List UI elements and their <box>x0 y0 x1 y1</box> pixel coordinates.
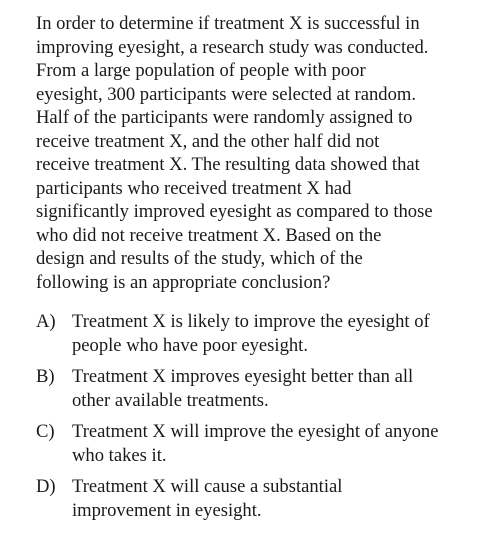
question-line: improving eyesight, a research study was conducted. <box>36 36 429 58</box>
choice-letter: B) <box>36 366 55 387</box>
question-line: following is an appropriate conclusion? <box>36 271 331 293</box>
choice-text <box>72 420 486 467</box>
choice-line: Treatment X improves eyesight better than all <box>72 366 414 387</box>
choice-line: Treatment X will improve the eyesight of anyone <box>72 421 439 442</box>
question-line: receive treatment X, and the other half did not <box>36 130 380 152</box>
choice-line: Treatment X is likely to improve the eyesight of <box>72 311 430 332</box>
answer-choices <box>36 310 486 530</box>
choice-b[interactable] <box>36 365 486 412</box>
choice-a[interactable] <box>36 310 486 357</box>
question-line: In order to determine if treatment X is successful in <box>36 13 420 34</box>
choice-c[interactable] <box>36 420 486 467</box>
choice-line: who takes it. <box>72 444 167 466</box>
choice-line: improvement in eyesight. <box>72 499 262 521</box>
choice-text <box>72 475 486 522</box>
question-line: From a large population of people with poor <box>36 60 366 81</box>
question-line: participants who received treatment X had <box>36 177 352 199</box>
question-stem <box>36 12 484 294</box>
question-line: Half of the participants were randomly assigned to <box>36 107 413 128</box>
question-line: receive treatment X. The resulting data showed that <box>36 154 420 175</box>
question-line: design and results of the study, which of the <box>36 248 363 269</box>
choice-line: Treatment X will cause a substantial <box>72 476 343 497</box>
choice-line: people who have poor eyesight. <box>72 334 308 356</box>
choice-text <box>72 365 486 412</box>
choice-line: other available treatments. <box>72 389 269 411</box>
choice-letter: D) <box>36 476 56 497</box>
question-line: who did not receive treatment X. Based on the <box>36 224 382 246</box>
choice-letter: A) <box>36 311 56 332</box>
choice-d[interactable] <box>36 475 486 522</box>
choice-letter: C) <box>36 421 55 442</box>
question-line: significantly improved eyesight as compared to those <box>36 201 433 222</box>
question-line: eyesight, 300 participants were selected at random. <box>36 83 417 105</box>
choice-text <box>72 310 486 357</box>
